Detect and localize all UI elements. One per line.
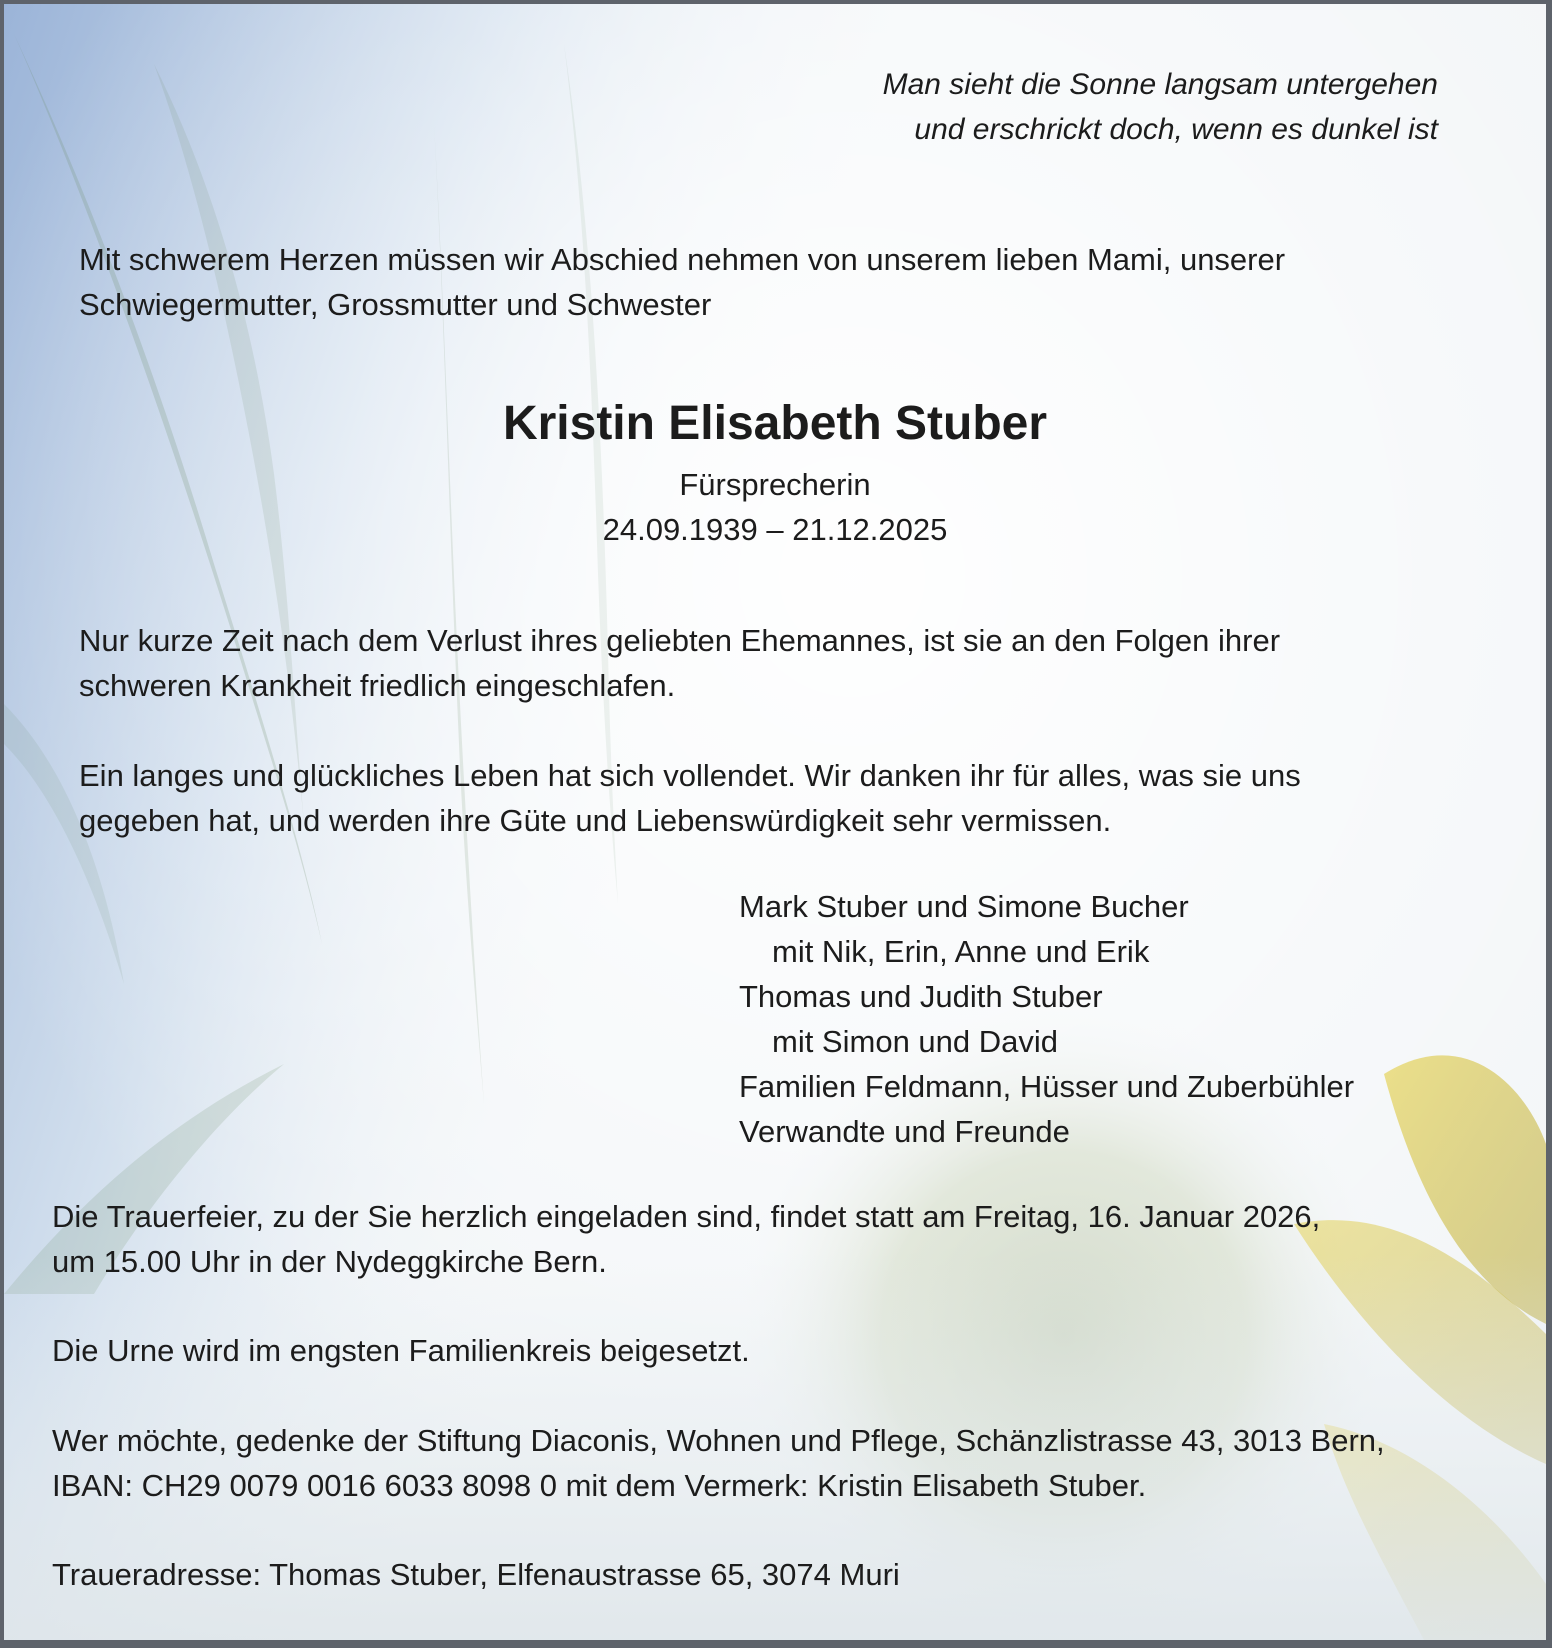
text-line: Schwiegermutter, Grossmutter und Schwester	[79, 287, 712, 322]
message-paragraph	[79, 753, 1301, 843]
text-line: um 15.00 Uhr in der Nydeggkirche Bern.	[52, 1244, 607, 1279]
urn-info: Die Urne wird im engsten Familienkreis beigesetzt.	[52, 1333, 750, 1368]
mourner-entry: Verwandte und Freunde	[739, 1114, 1070, 1149]
ceremony-info	[52, 1194, 1320, 1284]
text-line: Wer möchte, gedenke der Stiftung Diaconis, Wohnen und Pflege, Schänzlistrasse 43, 3013 Bern,	[52, 1423, 1385, 1458]
mourners-list	[739, 884, 1354, 1154]
motto-line: und erschrickt doch, wenn es dunkel ist	[914, 113, 1438, 146]
mourner-entry: Thomas und Judith Stuber	[739, 979, 1103, 1014]
deceased-name: Kristin Elisabeth Stuber	[502, 397, 1048, 450]
mourner-entry: Mark Stuber und Simone Bucher	[739, 889, 1189, 924]
text-line: Die Trauerfeier, zu der Sie herzlich eingeladen sind, findet statt am Freitag, 16. Januar 2026,	[52, 1199, 1321, 1234]
text-line: Mit schwerem Herzen müssen wir Abschied nehmen von unserem lieben Mami, unserer	[79, 242, 1286, 277]
text-line: Ein langes und glückliches Leben hat sich vollendet. Wir danken ihr für alles, was sie uns	[79, 758, 1301, 793]
mourner-entry: Familien Feldmann, Hüsser und Zuberbühler	[739, 1069, 1355, 1104]
text-line: schweren Krankheit friedlich eingeschlafen.	[79, 668, 676, 703]
message-paragraph	[79, 618, 1280, 708]
life-dates: 24.09.1939 – 21.12.2025	[602, 512, 948, 547]
text-line: IBAN: CH29 0079 0016 6033 8098 0 mit dem Vermerk: Kristin Elisabeth Stuber.	[52, 1468, 1147, 1503]
mourner-children: mit Simon und David	[772, 1024, 1059, 1059]
text-line: Nur kurze Zeit nach dem Verlust ihres geliebten Ehemannes, ist sie an den Folgen ihrer	[79, 623, 1281, 658]
obituary-notice	[4, 4, 1546, 1640]
text-line: gegeben hat, und werden ihre Güte und Liebenswürdigkeit sehr vermissen.	[79, 803, 1112, 838]
deceased-block	[4, 394, 1546, 552]
mourner-children: mit Nik, Erin, Anne und Erik	[772, 934, 1150, 969]
deceased-profession: Fürsprecherin	[679, 467, 871, 502]
motto-line: Man sieht die Sonne langsam untergehen	[882, 68, 1438, 101]
mourning-address: Traueradresse: Thomas Stuber, Elfenaustrasse 65, 3074 Muri	[52, 1557, 900, 1592]
intro-paragraph	[79, 237, 1285, 327]
donation-info	[52, 1418, 1385, 1508]
motto-quote	[883, 62, 1438, 152]
